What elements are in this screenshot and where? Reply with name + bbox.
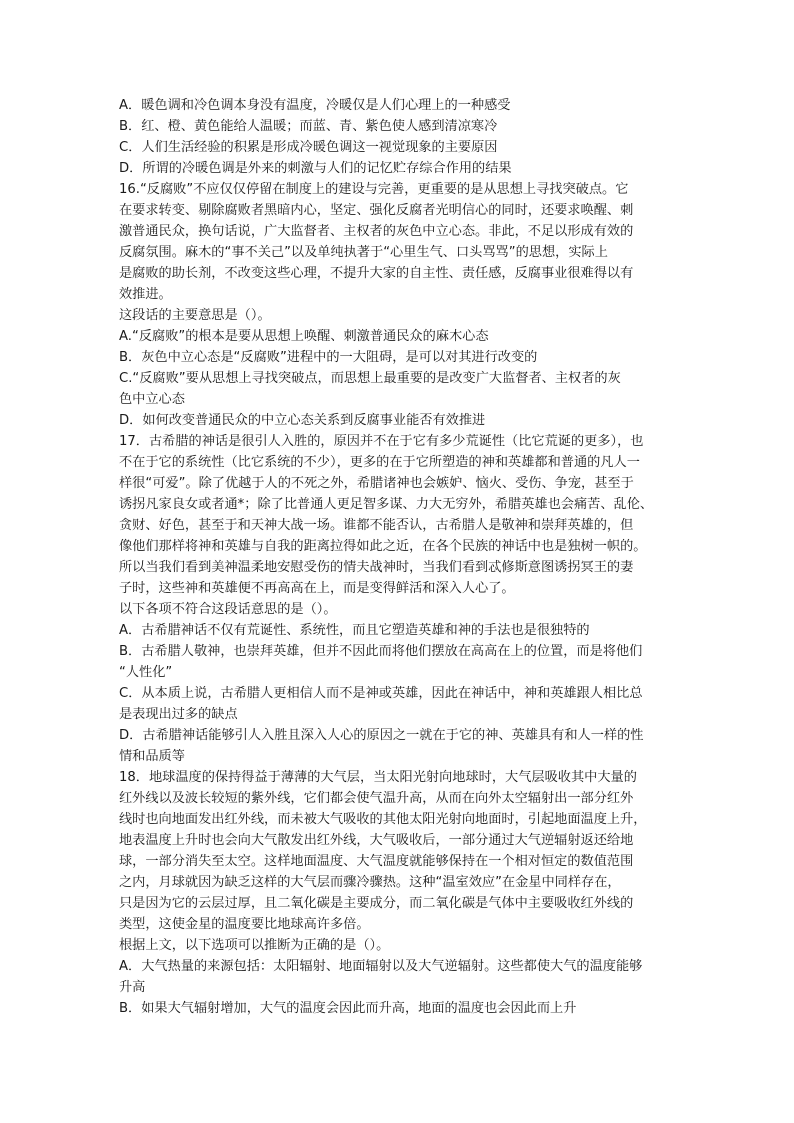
q17-option-d: D．古希腊神话能够引人入胜且深入人心的原因之一就在于它的神、英雄具有和人一样的性	[119, 728, 644, 743]
q18-option-b: B．如果大气辐射增加，大气的温度会因此而升高，地面的温度也会因此而上升	[119, 1001, 577, 1016]
q16-passage-line: 效推进。	[119, 287, 172, 302]
q16-passage-line: 是腐败的助长剂，不改变这些心理，不提升大家的自主性、责任感，反腐事业很难得以有	[119, 266, 634, 281]
q17-passage-line: 诱拐凡家良女或者通*；除了比普通人更足智多谋、力大无穷外，希腊英雄也会痛苦、乱伦、	[119, 497, 654, 512]
q18-passage-line: 线时也向地面发出红外线，而未被大气吸收的其他太阳光射向地面时，引起地面温度上升，	[119, 812, 647, 827]
q18-option-a: A．大气热量的来源包括：太阳辐射、地面辐射以及大气逆辐射。这些都使大气的温度能够	[119, 959, 643, 974]
q18-option-a: 升高	[119, 980, 146, 995]
q16-passage-line: 反腐氛围。麻木的“事不关己”以及单纯执著于“心里生气、口头骂骂”的思想，实际上	[119, 245, 608, 260]
q17-option-b: “人性化”	[119, 665, 173, 680]
q17-question: 以下各项不符合这段话意思的是（）。	[119, 602, 337, 617]
q18-passage-line: 地表温度上升时也会向大气散发出红外线，大气吸收后，一部分通过大气逆辐射返还给地	[119, 833, 634, 848]
q18-passage-line: 类型，这使金星的温度要比地球高许多倍。	[119, 917, 370, 932]
q17-passage-line: 像他们那样将神和英雄与自我的距离拉得如此之近，在各个民族的神话中也是独树一帜的。	[119, 539, 647, 554]
q17-passage-line: 贪财、好色，甚至于和天神大战一场。谁都不能否认，古希腊人是敬神和崇拜英雄的，但	[119, 518, 634, 533]
q16-option-a: A.“反腐败”的根本是要从思想上唤醒、刺激普通民众的麻木心态	[119, 329, 489, 344]
document-page	[119, 95, 681, 1019]
q16-option-c: 色中立心态	[119, 392, 185, 407]
q18-passage-line: 18．地球温度的保持得益于薄薄的大气层，当太阳光射向地球时，大气层吸收其中大量的	[119, 770, 637, 785]
q17-passage-line: 样很“可爱”。除了优越于人的不死之外，希腊诸神也会嫉妒、恼火、受伤、争宠，甚至于	[119, 476, 634, 491]
q16-passage-line: 在要求转变、剔除腐败者黑暗内心，坚定、强化反腐者光明信心的同时，还要求唤醒、刺	[119, 203, 634, 218]
q17-option-c: C．从本质上说，古希腊人更相信人而不是神或英雄，因此在神话中，神和英雄跟人相比总	[119, 686, 643, 701]
option-a-line: A．暖色调和冷色调本身没有温度，冷暖仅是人们心理上的一种感受	[119, 98, 511, 113]
q18-passage-line: 只是因为它的云层过厚，且二氧化碳是主要成分，而二氧化碳是气体中主要吸收红外线的	[119, 896, 634, 911]
q16-passage-line: 激普通民众，换句话说，广大监督者、主权者的灰色中立心态。非此，不足以形成有效的	[119, 224, 634, 239]
q18-passage-line: 红外线以及波长较短的紫外线，它们都会使气温升高，从而在向外太空辐射出一部分红外	[119, 791, 634, 806]
option-b-line: B．红、橙、黄色能给人温暖；而蓝、青、紫色使人感到清凉寒冷	[119, 119, 498, 134]
q16-option-c: C.“反腐败”要从思想上寻找突破点，而思想上最重要的是改变广大监督者、主权者的灰	[119, 371, 621, 386]
option-c-line: C．人们生活经验的积累是形成冷暖色调这一视觉现象的主要原因	[119, 140, 498, 155]
q17-passage-line: 所以当我们看到美神温柔地安慰受伤的情夫战神时，当我们看到忒修斯意图诱拐冥王的妻	[119, 560, 634, 575]
q16-option-b: B．灰色中立心态是“反腐败”进程中的一大阻碍，是可以对其进行改变的	[119, 350, 538, 365]
q17-option-c: 是表现出过多的缺点	[119, 707, 238, 722]
q17-option-a: A．古希腊神话不仅有荒诞性、系统性，而且它塑造英雄和神的手法也是很独特的	[119, 623, 590, 638]
q17-option-b: B．古希腊人敬神，也崇拜英雄，但并不因此而将他们摆放在高高在上的位置，而是将他们	[119, 644, 643, 659]
q18-question: 根据上文，以下选项可以推断为正确的是（）。	[119, 938, 390, 953]
q18-passage-line: 球，一部分消失至太空。这样地面温度、大气温度就能够保持在一个相对恒定的数值范围	[119, 854, 634, 869]
q17-passage-line: 17．古希腊的神话是很引人入胜的，原因并不在于它有多少荒诞性（比它荒诞的更多），也	[119, 434, 644, 449]
option-d-line: D．所谓的冷暖色调是外来的刺激与人们的记忆贮存综合作用的结果	[119, 161, 512, 176]
q16-question: 这段话的主要意思是（）。	[119, 308, 271, 323]
q17-passage-line: 不在于它的系统性（比它系统的不少），更多的在于它所塑造的神和英雄都和普通的凡人一	[119, 455, 640, 470]
q16-option-d: D．如何改变普通民众的中立心态关系到反腐事业能否有效推进	[119, 413, 486, 428]
q17-passage-line: 子时，这些神和英雄便不再高高在上，而是变得鲜活和深入人心了。	[119, 581, 515, 596]
q16-passage-line: 16.“反腐败”不应仅仅停留在制度上的建设与完善，更重要的是从思想上寻找突破点。它	[119, 182, 629, 197]
q17-option-d: 情和品质等	[119, 749, 185, 764]
q18-passage-line: 之内，月球就因为缺乏这样的大气层而骤冷骤热。这种“温室效应”在金星中同样存在，	[119, 875, 621, 890]
